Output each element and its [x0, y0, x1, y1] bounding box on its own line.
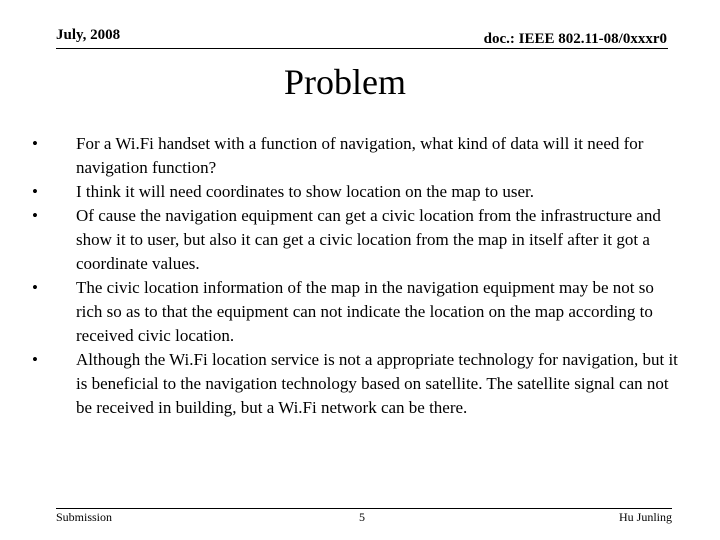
footer-divider [56, 508, 672, 509]
bullet-item [29, 276, 684, 348]
bullet-dot-icon: • [32, 134, 38, 153]
header-date: July, 2008 [56, 27, 121, 43]
header-document-id: doc.: IEEE 802.11-08/0xxxr0 [483, 31, 667, 47]
bullet-item [29, 348, 684, 420]
bullet-text: Although the Wi.Fi location service is not a appropriate technology for navigation, but it is beneficial to the navigation technology based on satellite. The satellite signal can not be received in building, but a Wi.Fi network can be there. [76, 350, 678, 417]
bullet-text: I think it will need coordinates to show location on the map to user. [76, 182, 534, 201]
bullet-text: Of cause the navigation equipment can get a civic location from the infrastructure and show it to user, but also it can get a civic location from the map in itself after it got a coordinate values. [76, 206, 661, 273]
bullet-dot-icon: • [32, 278, 38, 297]
slide-title: Problem [284, 62, 406, 102]
header-divider [56, 48, 668, 49]
bullet-list [29, 132, 684, 420]
bullet-dot-icon: • [32, 206, 38, 225]
footer-author: Hu Junling [618, 510, 672, 524]
footer-submission: Submission [56, 510, 113, 524]
bullet-text: For a Wi.Fi handset with a function of navigation, what kind of data will it need for navigation function? [76, 134, 644, 177]
bullet-text: The civic location information of the map in the navigation equipment may be not so rich so as to that the equipment can not indicate the location on the map according to received civic location. [76, 278, 654, 345]
footer-page-number: 5 [359, 510, 365, 524]
bullet-dot-icon: • [32, 182, 38, 201]
bullet-item [29, 204, 684, 276]
bullet-item [29, 180, 684, 204]
bullet-dot-icon: • [32, 350, 38, 369]
bullet-item [29, 132, 684, 180]
